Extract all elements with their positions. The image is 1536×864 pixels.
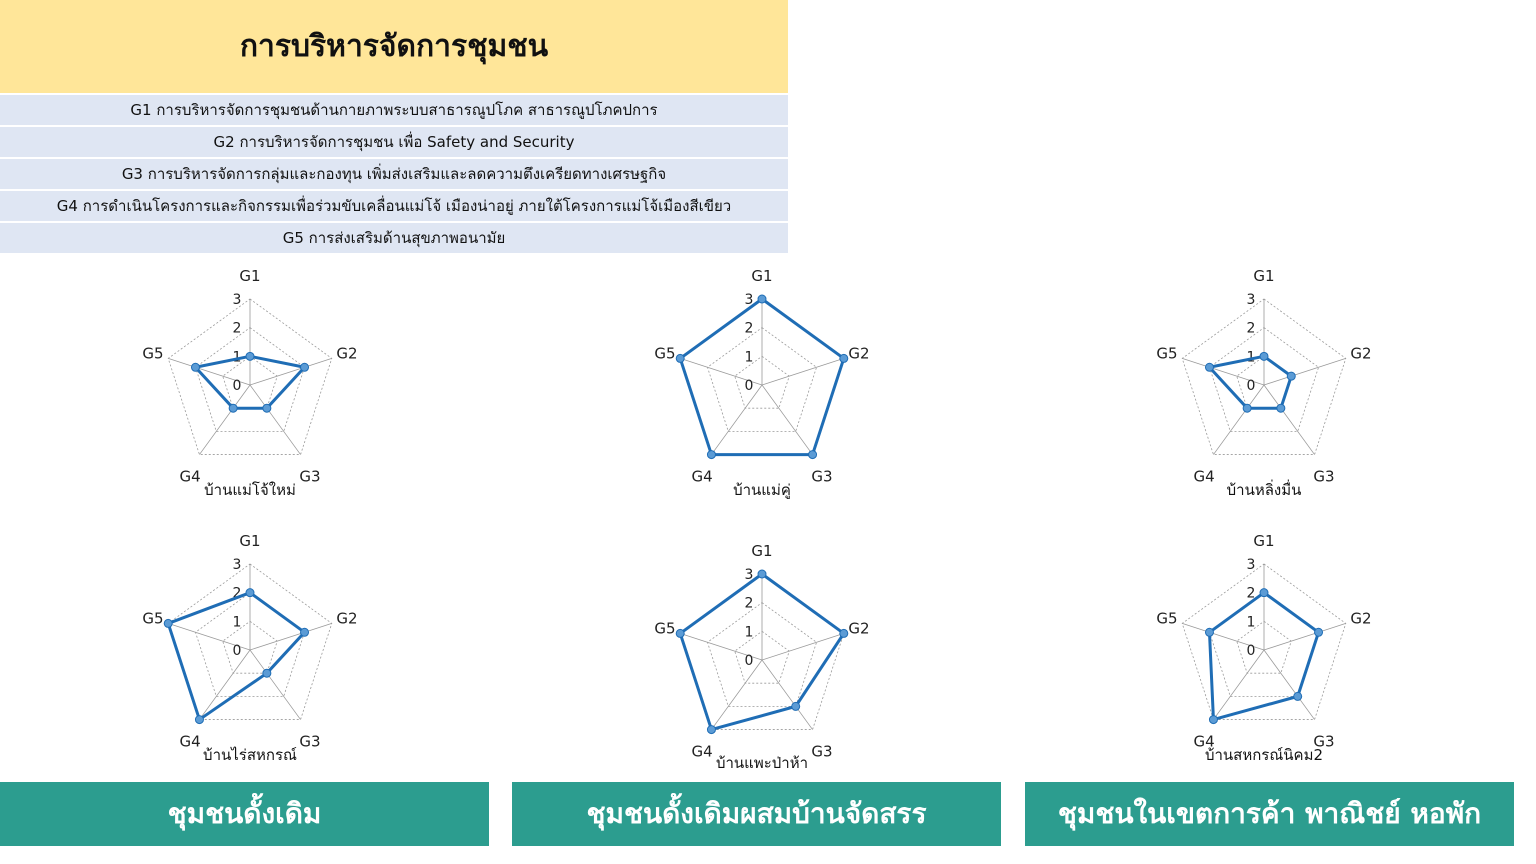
data-point — [1294, 692, 1302, 700]
tick-label: 1 — [744, 349, 754, 366]
category-label: G4 — [179, 732, 201, 751]
chart-title: บ้านแม่โจ้ใหม่ — [204, 481, 296, 499]
category-label: G1 — [751, 267, 773, 285]
tick-label: 2 — [1246, 585, 1256, 602]
data-point — [1277, 404, 1285, 412]
category-label: G4 — [691, 742, 713, 761]
data-point — [840, 354, 848, 362]
tick-label: 1 — [1246, 349, 1256, 366]
tick-label: 1 — [744, 624, 754, 641]
tick-label: 3 — [1246, 292, 1256, 308]
category-label: G1 — [1253, 532, 1275, 550]
chart-title: บ้านแม่คู่ — [733, 481, 791, 499]
data-point — [191, 363, 199, 371]
data-point — [1315, 628, 1323, 636]
category-label: G1 — [239, 532, 261, 550]
category-label: G1 — [751, 542, 773, 560]
category-label: G5 — [142, 609, 164, 628]
axis-spoke — [250, 385, 301, 455]
tick-label: 0 — [232, 643, 242, 659]
tick-label: 0 — [232, 378, 242, 394]
tick-label: 2 — [232, 585, 242, 602]
tick-label: 2 — [232, 320, 242, 337]
axis-spoke — [1264, 358, 1346, 385]
group-banner-commercial: ชุมชนในเขตการค้า พาณิชย์ หอพัก — [1025, 782, 1514, 846]
chart-title: บ้านแพะป่าห้า — [715, 754, 809, 772]
category-label: G2 — [848, 344, 870, 363]
category-label: G3 — [299, 467, 321, 486]
tick-label: 2 — [1246, 320, 1256, 337]
tick-label: 3 — [744, 567, 754, 583]
tick-label: 0 — [1246, 643, 1256, 659]
chart-title: บ้านสหกรณ์นิคม2 — [1204, 746, 1324, 764]
data-point — [1287, 372, 1295, 380]
tick-label: 1 — [1246, 614, 1256, 631]
category-label: G2 — [1350, 344, 1372, 363]
data-point — [758, 295, 766, 303]
category-label: G5 — [1156, 609, 1178, 628]
axis-spoke — [762, 633, 844, 660]
tick-label: 0 — [1246, 378, 1256, 394]
data-point — [1205, 363, 1213, 371]
category-label: G3 — [811, 742, 833, 761]
category-label: G5 — [654, 344, 676, 363]
tick-label: 1 — [232, 614, 242, 631]
category-label: G3 — [1313, 467, 1335, 486]
tick-label: 0 — [744, 378, 754, 394]
page-title: การบริหารจัดการชุมชน — [239, 29, 549, 64]
tick-label: 2 — [744, 320, 754, 337]
group-banner-mixed: ชุมชนดั้งเดิมผสมบ้านจัดสรร — [512, 782, 1001, 846]
data-point — [246, 352, 254, 360]
category-label: G4 — [179, 467, 201, 486]
tick-label: 3 — [1246, 557, 1256, 573]
legend-item-g3: G3 การบริหารจัดการกลุ่มและกองทุน เพิ่มส่งเสริมและลดความตึงเครียดทางเศรษฐกิจ — [0, 159, 788, 189]
legend-item-g2: G2 การบริหารจัดการชุมชน เพื่อ Safety and Security — [0, 127, 788, 157]
category-label: G5 — [654, 619, 676, 638]
data-point — [792, 702, 800, 710]
data-point — [1205, 628, 1213, 636]
data-point — [301, 628, 309, 636]
tick-label: 3 — [232, 557, 242, 573]
data-point — [1243, 404, 1251, 412]
axis-spoke — [711, 385, 762, 455]
tick-label: 0 — [744, 653, 754, 669]
category-label: G3 — [299, 732, 321, 751]
data-point — [229, 404, 237, 412]
group-banner-traditional: ชุมชนดั้งเดิม — [0, 782, 489, 846]
category-label: G3 — [811, 467, 833, 486]
legend-item-g1: G1 การบริหารจัดการชุมชนด้านกายภาพระบบสาธารณูปโภค สาธารณูปโภคปการ — [0, 95, 788, 125]
axis-spoke — [199, 385, 250, 455]
axis-spoke — [250, 650, 301, 720]
category-label: G3 — [1313, 732, 1335, 751]
data-point — [164, 619, 172, 627]
category-label: G1 — [239, 267, 261, 285]
tick-label: 1 — [232, 349, 242, 366]
axis-spoke — [762, 358, 844, 385]
axis-spoke — [1213, 385, 1264, 455]
category-label: G1 — [1253, 267, 1275, 285]
data-point — [246, 589, 254, 597]
axis-spoke — [1264, 385, 1315, 455]
data-point — [707, 726, 715, 734]
tick-label: 3 — [232, 292, 242, 308]
tick-label: 2 — [744, 595, 754, 612]
data-point — [263, 669, 271, 677]
data-point — [1260, 352, 1268, 360]
data-point — [707, 451, 715, 459]
category-label: G5 — [142, 344, 164, 363]
data-point — [301, 363, 309, 371]
data-point — [809, 451, 817, 459]
data-point — [840, 629, 848, 637]
chart-title: บ้านหลิ่งมื่น — [1226, 481, 1302, 499]
category-label: G4 — [1193, 467, 1215, 486]
category-label: G5 — [1156, 344, 1178, 363]
category-label: G4 — [1193, 732, 1215, 751]
data-point — [195, 716, 203, 724]
data-point — [758, 570, 766, 578]
axis-spoke — [1264, 623, 1346, 650]
axis-spoke — [1264, 650, 1315, 720]
data-point — [676, 354, 684, 362]
category-label: G2 — [336, 344, 358, 363]
data-point — [1260, 589, 1268, 597]
tick-label: 3 — [744, 292, 754, 308]
category-label: G2 — [848, 619, 870, 638]
legend-item-g4: G4 การดำเนินโครงการและกิจกรรมเพื่อร่วมขับเคลื่อนแม่โจ้ เมืองน่าอยู่ ภายใต้โครงการแม่โจ้เมืองสีเขียว — [0, 191, 788, 221]
chart-title: บ้านไร่สหกรณ์ — [203, 746, 297, 764]
category-label: G2 — [336, 609, 358, 628]
data-point — [263, 404, 271, 412]
category-label: G2 — [1350, 609, 1372, 628]
data-point — [676, 629, 684, 637]
legend-item-g5: G5 การส่งเสริมด้านสุขภาพอนามัย — [0, 223, 788, 253]
category-label: G4 — [691, 467, 713, 486]
axis-spoke — [199, 650, 250, 720]
data-point — [1209, 716, 1217, 724]
axis-spoke — [762, 385, 813, 455]
